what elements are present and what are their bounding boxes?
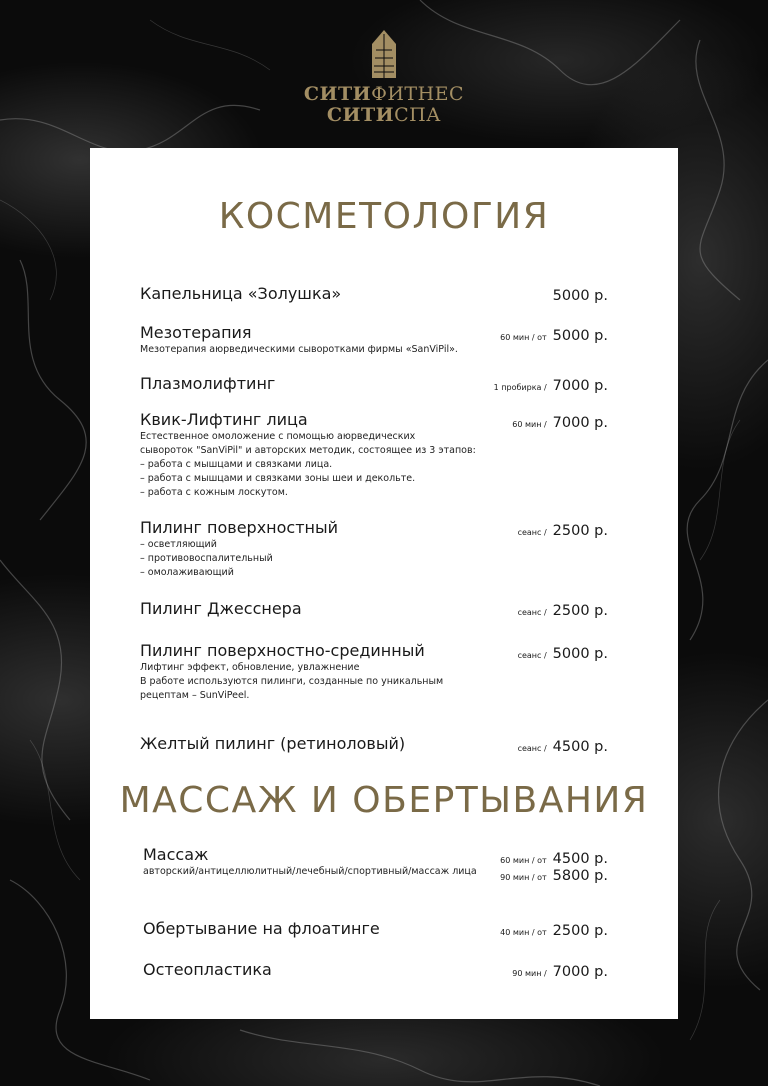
service-price (500, 920, 608, 939)
service-description: авторский/антицеллюлитный/лечебный/спортивный/массаж лица (143, 866, 477, 877)
service-description: Естественное омоложение с помощью аюрведических (140, 431, 416, 442)
price-value: 5000 р. (552, 328, 608, 344)
service-name: Квик-Лифтинг лица (140, 410, 308, 429)
service-description: сывороток "SanViPil" и авторских методик, состоящее из 3 этапов: (140, 445, 476, 456)
service-price (494, 375, 608, 394)
price-value: 5000 р. (552, 288, 608, 304)
service-price (512, 961, 608, 980)
price-value: 4500 р. (552, 739, 608, 755)
service-price (500, 325, 608, 344)
price-value: 2500 р. (552, 603, 608, 619)
service-name: Обертывание на флоатинге (143, 919, 380, 938)
price-unit: 40 мин / от (500, 928, 547, 937)
service-description: – работа с кожным лоскутом. (140, 487, 288, 498)
price-unit: 90 мин / от (500, 873, 547, 882)
service-name: Пилинг Джесснера (140, 599, 302, 618)
service-description: В работе используются пилинги, созданные по уникальным (140, 676, 444, 687)
service-price (512, 412, 608, 431)
service-price (547, 285, 608, 304)
service-description: Мезотерапия аюрведическими сыворотками фирмы «SanViPil». (140, 344, 458, 355)
skyscraper-icon (362, 28, 406, 80)
brand-line-1-bold: СИТИ (303, 83, 372, 105)
service-name: Капельница «Золушка» (140, 284, 342, 303)
price-unit: 60 мин / от (500, 856, 547, 865)
service-price (518, 600, 608, 619)
price-unit: сеанс / (517, 651, 547, 660)
section-title-cosmetology: КОСМЕТОЛОГИЯ (218, 196, 550, 237)
service-description: – осветляющий (140, 539, 217, 550)
service-name: Пилинг поверхностно-срединный (140, 641, 425, 660)
price-unit: 1 пробирка / (493, 383, 547, 392)
service-description: – работа с мышцами и связками лица. (140, 459, 333, 470)
brand-line-1 (0, 84, 768, 105)
price-value: 2500 р. (552, 923, 608, 939)
price-unit: сеанс / (517, 744, 547, 753)
price-value: 5800 р. (552, 868, 608, 884)
price-value: 7000 р. (552, 415, 608, 431)
service-description: – противовоспалительный (140, 553, 273, 564)
service-description: – работа с мышцами и связками зоны шеи и декольте. (140, 473, 416, 484)
price-list-card (90, 148, 678, 1019)
service-description: рецептам – SunViPeel. (140, 690, 250, 701)
brand-line-1-light: ФИТНЕС (371, 83, 465, 105)
service-price (518, 736, 608, 755)
service-price (500, 865, 608, 884)
service-price (518, 520, 608, 539)
price-unit: сеанс / (517, 608, 547, 617)
service-name: Остеопластика (143, 960, 272, 979)
service-description: – омолаживающий (140, 567, 234, 578)
section-title-massage: МАССАЖ И ОБЕРТЫВАНИЯ (119, 780, 649, 821)
service-name: Плазмолифтинг (140, 374, 276, 393)
brand-line-2-bold: СИТИ (326, 104, 395, 126)
service-item (140, 284, 610, 304)
price-unit: 60 мин / от (500, 333, 547, 342)
logo (0, 28, 768, 126)
price-value: 7000 р. (552, 964, 608, 980)
service-name: Массаж (143, 845, 209, 864)
price-value: 5000 р. (552, 646, 608, 662)
price-value: 4500 р. (552, 851, 608, 867)
service-name: Желтый пилинг (ретиноловый) (140, 734, 406, 753)
service-description: Лифтинг эффект, обновление, увлажнение (140, 662, 360, 673)
price-unit: 60 мин / (512, 420, 547, 429)
price-unit: 90 мин / (512, 969, 547, 978)
service-name: Пилинг поверхностный (140, 518, 339, 537)
service-price (518, 643, 608, 662)
brand-line-2 (0, 105, 768, 126)
service-name: Мезотерапия (140, 323, 252, 342)
brand-line-2-light: СПА (394, 104, 442, 126)
price-value: 2500 р. (552, 523, 608, 539)
price-value: 7000 р. (552, 378, 608, 394)
price-unit: сеанс / (517, 528, 547, 537)
